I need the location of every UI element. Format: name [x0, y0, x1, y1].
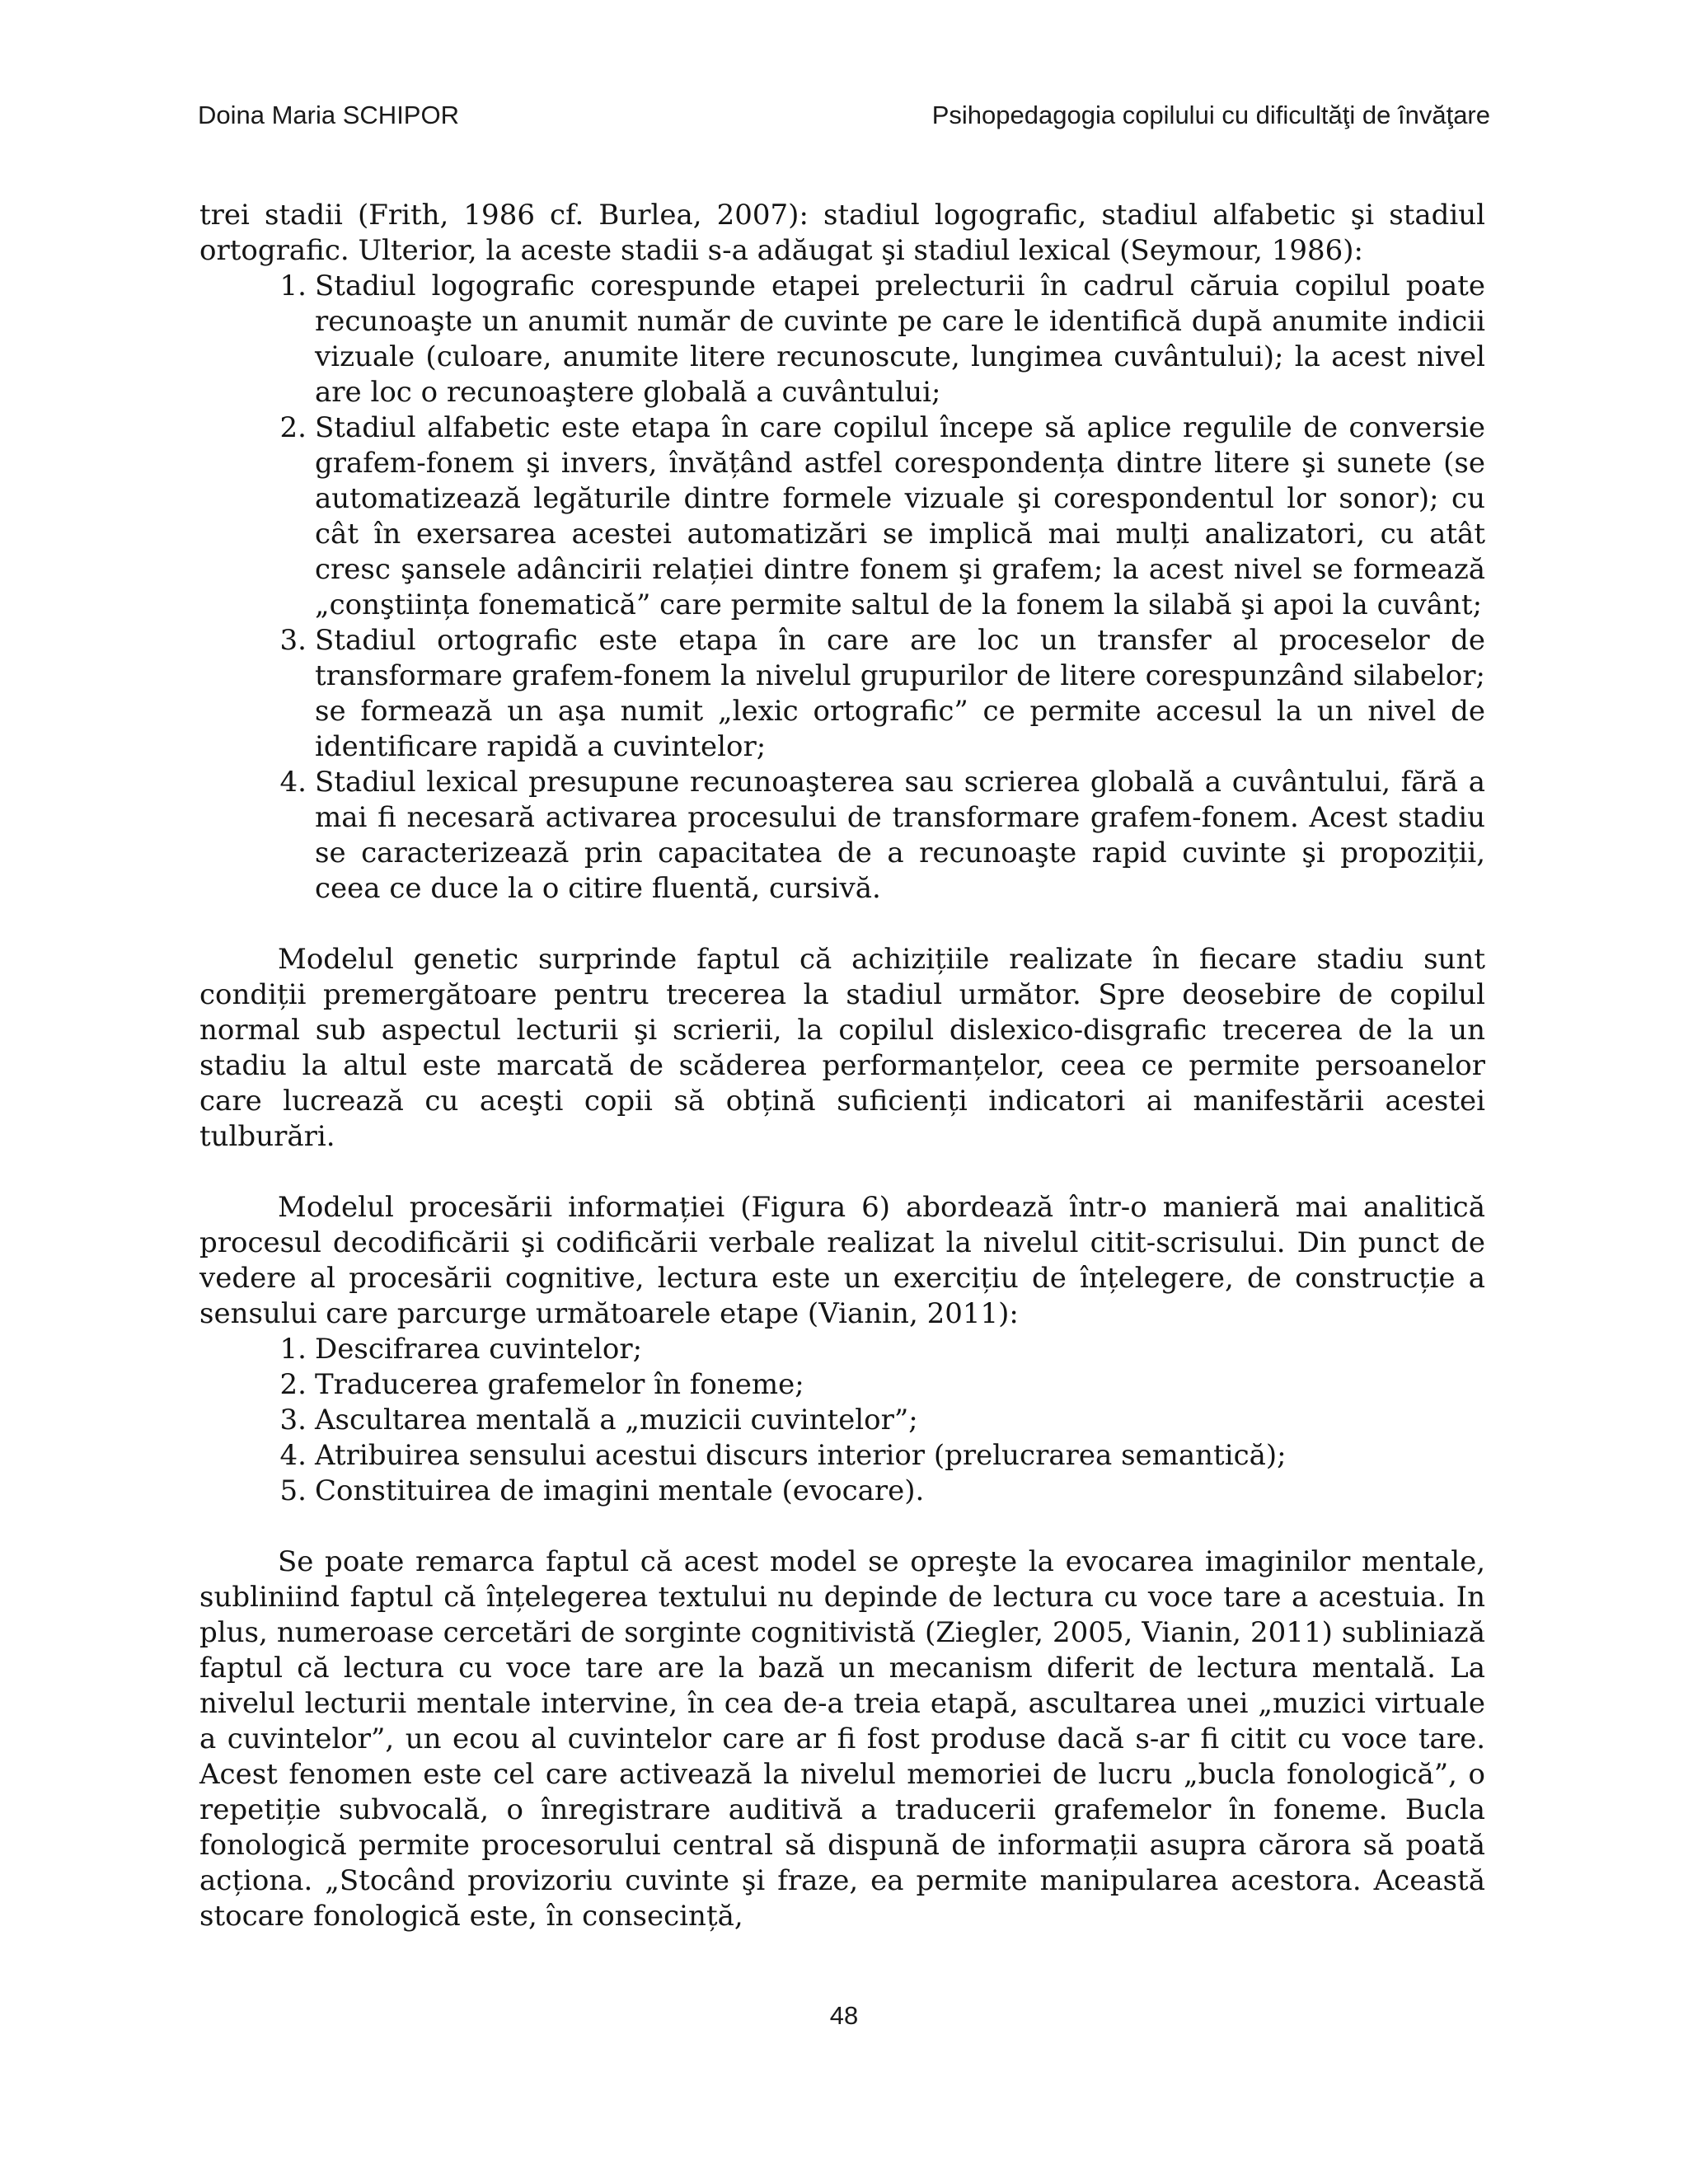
list-item-text: Stadiul ortografic este etapa în care are loc un transfer al proceselor de transformare grafem-fonem la nivelul grupurilor de litere corespunzând silabelor; se formează un aşa numit „lexic ortografic” ce permite accesul la un nivel de identificare rapidă a cuvintelor;: [315, 624, 1485, 763]
list-item-number: 3.: [279, 1404, 307, 1436]
list-item-text: Atribuirea sensului acestui discurs interior (prelucrarea semantică);: [315, 1439, 1287, 1472]
list-item-number: 2.: [279, 1368, 307, 1401]
paragraph-gap: [199, 907, 1485, 942]
list-item: [199, 269, 1485, 410]
genetic-model-paragraph: Modelul genetic surprinde faptul că achizițiile realizate în fiecare stadiu sunt condiții premergătoare pentru trecerea la stadiul următor. Spre deosebire de copilul normal sub aspectul lecturii şi scrierii, la copilul dislexico-disgrafic trecerea de la un stadiu la altul este marcată de scăderea performanțelor, ceea ce permite persoanelor care lucrează cu aceşti copii să obțină suficienți indicatori ai manifestării acestei tulburări.: [199, 943, 1485, 1153]
reading-stages-list: [199, 269, 1485, 907]
processing-steps-list: [199, 1332, 1485, 1509]
intro-paragraph: trei stadii (Frith, 1986 cf. Burlea, 2007): stadiul logografic, stadiul alfabetic şi stadiul ortografic. Ulterior, la aceste stadii s-a adăugat şi stadiul lexical (Seymour, 1986):: [199, 199, 1485, 267]
list-item-number: 4.: [279, 766, 307, 799]
list-item-text: Stadiul alfabetic este etapa în care copilul începe să aplice regulile de conversie grafem-fonem şi invers, învățând astfel corespondența dintre litere şi sunete (se automatizează legăturile dintre formele vizuale şi corespondentul lor sonor); cu cât în exersarea acestei automatizări se implică mai mulți analizatori, cu atât cresc şansele adâncirii relației dintre fonem şi grafem; la acest nivel se formează „conştiința fonematică” care permite saltul de la fonem la silabă şi apoi la cuvânt;: [315, 411, 1485, 621]
list-item: [199, 1367, 1485, 1403]
list-item-number: 1.: [279, 1333, 307, 1366]
page-number: 48: [829, 2001, 859, 2030]
list-item: [199, 1474, 1485, 1509]
list-item: [199, 765, 1485, 907]
list-item-text: Stadiul logografic corespunde etapei prelecturii în cadrul căruia copilul poate recunoaşte un anumit număr de cuvinte pe care le identifică după anumite indicii vizuale (culoare, anumite litere recunoscute, lungimea cuvântului); la acest nivel are loc o recunoaştere globală a cuvântului;: [315, 269, 1485, 409]
header-author: Doina Maria SCHIPOR: [198, 101, 459, 129]
list-item: [199, 623, 1485, 765]
list-item-number: 1.: [279, 269, 307, 302]
remark-paragraph: Se poate remarca faptul că acest model se opreşte la evocarea imaginilor mentale, subliniind faptul că înțelegerea textului nu depinde de lectura cu voce tare a acestuia. In plus, numeroase cercetări de sorginte cognitivistă (Ziegler, 2005, Vianin, 2011) subliniază faptul că lectura cu voce tare are la bază un mecanism diferit de lectura mentală. La nivelul lecturii mentale intervine, în cea de-a treia etapă, ascultarea unei „muzici virtuale a cuvintelor”, un ecou al cuvintelor care ar fi fost produse dacă s-ar fi citit cu voce tare. Acest fenomen este cel care activează la nivelul memoriei de lucru „bucla fonologică”, o repetiție subvocală, o înregistrare auditivă a traducerii grafemelor în foneme. Bucla fonologică permite procesorului central să dispună de informații asupra cărora să poată acționa. „Stocând provizoriu cuvinte şi fraze, ea permite manipularea acestora. Această stocare fonologică este, în consecință,: [199, 1545, 1485, 1933]
page-body: [199, 198, 1485, 1934]
list-item-number: 2.: [279, 411, 307, 444]
list-item: [199, 1403, 1485, 1438]
list-item-text: Traducerea grafemelor în foneme;: [315, 1368, 804, 1401]
list-item: [199, 410, 1485, 623]
processing-model-paragraph: Modelul procesării informației (Figura 6) abordează într-o manieră mai analitică procesul decodificării şi codificării verbale realizat la nivelul citit-scrisului. Din punct de vedere al procesării cognitive, lectura este un exercițiu de înțelegere, de construcție a sensului care parcurge următoarele etape (Vianin, 2011):: [199, 1191, 1485, 1330]
list-item-number: 5.: [279, 1474, 307, 1507]
list-item: [199, 1332, 1485, 1367]
list-item-number: 3.: [279, 624, 307, 657]
list-item: [199, 1438, 1485, 1474]
list-item-text: Constituirea de imagini mentale (evocare).: [315, 1474, 925, 1507]
page-header: [198, 101, 1490, 137]
header-book-title: Psihopedagogia copilului cu dificultăţi de învăţare: [931, 101, 1490, 129]
list-item-text: Ascultarea mentală a „muzicii cuvintelor”;: [315, 1404, 918, 1436]
list-item-text: Stadiul lexical presupune recunoaşterea sau scrierea globală a cuvântului, fără a mai fi necesară activarea procesului de transformare grafem-fonem. Acest stadiu se caracterizează prin capacitatea de a recunoaşte rapid cuvinte şi propoziții, ceea ce duce la o citire fluentă, cursivă.: [315, 766, 1485, 905]
paragraph-gap: [199, 1155, 1485, 1190]
list-item-text: Descifrarea cuvintelor;: [315, 1333, 643, 1366]
paragraph-gap: [199, 1509, 1485, 1544]
list-item-number: 4.: [279, 1439, 307, 1472]
